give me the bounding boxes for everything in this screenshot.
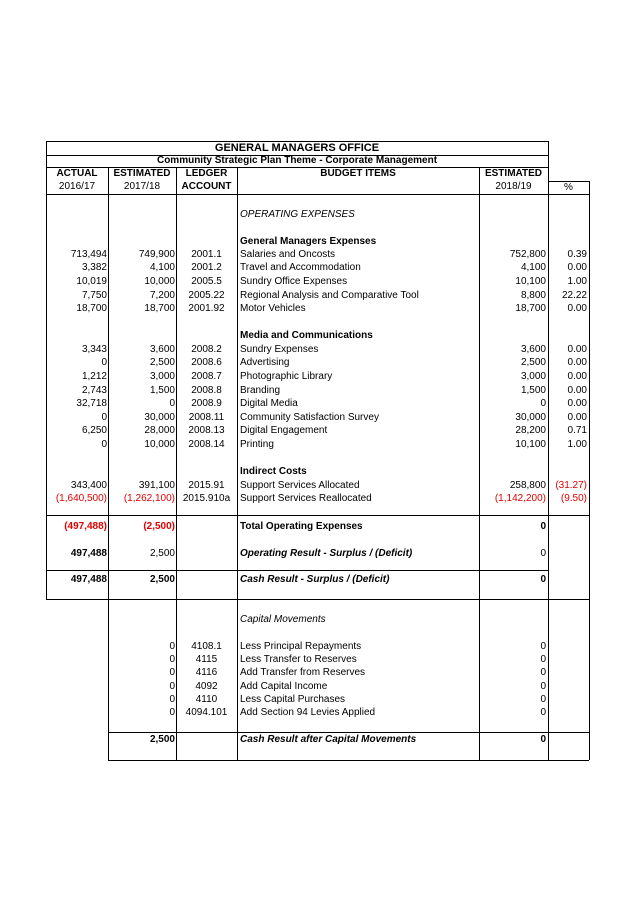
budget-item: Support Services Allocated xyxy=(240,480,360,491)
actual-value: 10,019 xyxy=(76,276,107,287)
actual-value: 32,718 xyxy=(76,398,107,409)
report-title: GENERAL MANAGERS OFFICE xyxy=(214,142,380,154)
actual-value: 0 xyxy=(101,439,107,450)
estimated-prev-value: 0 xyxy=(169,667,175,678)
estimated-prev-value: 0 xyxy=(169,694,175,705)
budget-item: Add Capital Income xyxy=(240,681,328,692)
estimated-value: 2,500 xyxy=(520,357,546,368)
ledger-account: 4115 xyxy=(195,654,218,665)
rule xyxy=(46,194,589,195)
budget-item: Motor Vehicles xyxy=(240,303,306,314)
cash-after-capital-prev: 2,500 xyxy=(149,734,175,745)
estimated-prev-value: 3,600 xyxy=(149,344,175,355)
cash-after-capital-label: Cash Result after Capital Movements xyxy=(240,734,417,745)
ledger-account: 2008.8 xyxy=(191,385,222,396)
ledger-account: 2005.22 xyxy=(188,290,225,301)
percent-change: 1.00 xyxy=(567,276,587,287)
operating-result-label: Operating Result - Surplus / (Deficit) xyxy=(240,548,413,559)
estimated-prev-value: 0 xyxy=(169,707,175,718)
group-media-and-communications: Media and Communications xyxy=(240,330,373,341)
estimated-value: 0 xyxy=(540,398,546,409)
ledger-account: 2008.9 xyxy=(191,398,222,409)
budget-item: Less Capital Purchases xyxy=(240,694,346,705)
actual-value: 18,700 xyxy=(76,303,107,314)
rule xyxy=(46,570,548,571)
header-budget-items: BUDGET ITEMS xyxy=(320,168,396,179)
estimated-prev-value: 10,000 xyxy=(144,276,175,287)
estimated-value: 752,800 xyxy=(509,249,546,260)
estimated-value: 0 xyxy=(540,654,546,665)
cash-result-estimated: 0 xyxy=(540,574,546,585)
estimated-prev-value: 0 xyxy=(169,398,175,409)
actual-value: 6,250 xyxy=(81,425,107,436)
total-estimated-prev-value: (2,500) xyxy=(143,521,175,532)
total-operating-expenses-label: Total Operating Expenses xyxy=(240,521,363,532)
estimated-prev-value: 1,500 xyxy=(149,385,175,396)
ledger-account: 2008.13 xyxy=(188,425,225,436)
budget-item: Sundry Expenses xyxy=(240,344,319,355)
actual-value: 1,212 xyxy=(81,371,107,382)
estimated-prev-value: 4,100 xyxy=(149,262,175,273)
actual-value: 713,494 xyxy=(70,249,107,260)
section-capital-movements: Capital Movements xyxy=(240,614,326,625)
actual-value: 0 xyxy=(101,357,107,368)
budget-item: Branding xyxy=(240,385,281,396)
budget-item: Advertising xyxy=(240,357,290,368)
rule xyxy=(108,760,589,761)
budget-item: Sundry Office Expenses xyxy=(240,276,348,287)
estimated-value: 0 xyxy=(540,707,546,718)
cash-after-capital-estimated: 0 xyxy=(540,734,546,745)
budget-item: Printing xyxy=(240,439,274,450)
estimated-value: 30,000 xyxy=(515,412,546,423)
ledger-account: 2008.7 xyxy=(191,371,222,382)
estimated-prev-value: 7,200 xyxy=(149,290,175,301)
estimated-prev-value: 30,000 xyxy=(144,412,175,423)
estimated-prev-value: 3,000 xyxy=(149,371,175,382)
budget-item: Less Principal Repayments xyxy=(240,641,362,652)
rule xyxy=(176,167,177,760)
budget-item: Less Transfer to Reserves xyxy=(240,654,357,665)
estimated-value: 258,800 xyxy=(509,480,546,491)
ledger-account: 2008.6 xyxy=(191,357,222,368)
rule xyxy=(237,167,238,760)
estimated-value: 28,200 xyxy=(515,425,546,436)
estimated-value: 8,800 xyxy=(520,290,546,301)
estimated-value: (1,142,200) xyxy=(494,493,546,504)
ledger-account: 2015.910a xyxy=(182,493,231,504)
ledger-account: 2008.2 xyxy=(191,344,222,355)
header-ledger: LEDGER xyxy=(185,168,228,179)
budget-item: Photographic Library xyxy=(240,371,333,382)
budget-item: Salaries and Oncosts xyxy=(240,249,336,260)
rule xyxy=(46,599,589,600)
estimated-value: 4,100 xyxy=(520,262,546,273)
rule xyxy=(589,181,590,760)
header-percent: % xyxy=(564,182,573,193)
cash-result-prev: 2,500 xyxy=(149,574,175,585)
budget-item: Travel and Accommodation xyxy=(240,262,361,273)
ledger-account: 2008.14 xyxy=(188,439,225,450)
estimated-prev-value: 749,900 xyxy=(138,249,175,260)
ledger-account: 2008.11 xyxy=(188,412,225,423)
group-general-managers-expenses: General Managers Expenses xyxy=(240,236,377,247)
estimated-value: 3,000 xyxy=(520,371,546,382)
operating-result-estimated: 0 xyxy=(540,548,546,559)
percent-change: 1.00 xyxy=(567,439,587,450)
rule xyxy=(108,732,589,733)
estimated-value: 0 xyxy=(540,641,546,652)
estimated-prev-value: 0 xyxy=(169,654,175,665)
operating-result-prev: 2,500 xyxy=(149,548,175,559)
budget-item: Digital Engagement xyxy=(240,425,328,436)
total-actual-value: (497,488) xyxy=(64,521,107,532)
estimated-prev-value: 391,100 xyxy=(138,480,175,491)
actual-value: 3,343 xyxy=(81,344,107,355)
estimated-value: 0 xyxy=(540,694,546,705)
budget-item: Add Transfer from Reserves xyxy=(240,667,366,678)
budget-item: Regional Analysis and Comparative Tool xyxy=(240,290,419,301)
total-estimated-value: 0 xyxy=(540,521,546,532)
budget-item: Community Satisfaction Survey xyxy=(240,412,379,423)
header-estimated: ESTIMATED xyxy=(484,168,543,179)
section-operating-expenses: OPERATING EXPENSES xyxy=(240,209,355,220)
estimated-prev-value: (1,262,100) xyxy=(123,493,175,504)
percent-change: 0.00 xyxy=(567,385,587,396)
actual-value: 2,743 xyxy=(81,385,107,396)
actual-value: (1,640,500) xyxy=(55,493,107,504)
header-estimated-year: 2018/19 xyxy=(495,181,532,192)
ledger-account: 4092 xyxy=(195,681,218,692)
actual-value: 3,382 xyxy=(81,262,107,273)
ledger-account: 2015.91 xyxy=(188,480,225,491)
estimated-value: 0 xyxy=(540,681,546,692)
percent-change: (9.50) xyxy=(560,493,587,504)
estimated-value: 10,100 xyxy=(515,439,546,450)
estimated-value: 0 xyxy=(540,667,546,678)
actual-value: 7,750 xyxy=(81,290,107,301)
percent-change: 0.00 xyxy=(567,357,587,368)
percent-change: 22.22 xyxy=(561,290,587,301)
ledger-account: 4116 xyxy=(195,667,218,678)
ledger-account: 2001.92 xyxy=(188,303,225,314)
header-actual-year: 2016/17 xyxy=(58,181,96,192)
estimated-value: 18,700 xyxy=(515,303,546,314)
percent-change: 0.39 xyxy=(567,249,587,260)
ledger-account: 2001.1 xyxy=(191,249,222,260)
report-theme: Community Strategic Plan Theme - Corporate Management xyxy=(156,155,438,166)
ledger-account: 4108.1 xyxy=(191,641,222,652)
estimated-value: 3,600 xyxy=(520,344,546,355)
budget-item: Support Services Reallocated xyxy=(240,493,372,504)
operating-result-actual: 497,488 xyxy=(70,548,107,559)
rule xyxy=(46,515,589,516)
group-indirect-costs: Indirect Costs xyxy=(240,466,307,477)
estimated-prev-value: 10,000 xyxy=(144,439,175,450)
percent-change: 0.71 xyxy=(567,425,587,436)
actual-value: 0 xyxy=(101,412,107,423)
estimated-value: 10,100 xyxy=(515,276,546,287)
percent-change: 0.00 xyxy=(567,303,587,314)
percent-change: (31.27) xyxy=(555,480,587,491)
percent-change: 0.00 xyxy=(567,371,587,382)
header-estimated-prev: ESTIMATED xyxy=(113,168,171,179)
ledger-account: 4094.101 xyxy=(185,707,228,718)
estimated-prev-value: 0 xyxy=(169,681,175,692)
percent-change: 0.00 xyxy=(567,262,587,273)
actual-value: 343,400 xyxy=(70,480,107,491)
estimated-prev-value: 2,500 xyxy=(149,357,175,368)
estimated-prev-value: 18,700 xyxy=(144,303,175,314)
estimated-prev-value: 0 xyxy=(169,641,175,652)
header-estimated-prev-year: 2017/18 xyxy=(123,181,161,192)
cash-result-actual: 497,488 xyxy=(70,574,107,585)
ledger-account: 2001.2 xyxy=(191,262,222,273)
cash-result-label: Cash Result - Surplus / (Deficit) xyxy=(240,574,390,585)
estimated-prev-value: 28,000 xyxy=(144,425,175,436)
header-ledger-account: ACCOUNT xyxy=(181,181,232,192)
budget-item: Digital Media xyxy=(240,398,298,409)
percent-change: 0.00 xyxy=(567,344,587,355)
estimated-value: 1,500 xyxy=(520,385,546,396)
percent-change: 0.00 xyxy=(567,398,587,409)
ledger-account: 4110 xyxy=(195,694,218,705)
header-actual: ACTUAL xyxy=(56,168,98,179)
rule xyxy=(548,141,549,760)
ledger-account: 2005.5 xyxy=(191,276,222,287)
budget-item: Add Section 94 Levies Applied xyxy=(240,707,376,718)
percent-change: 0.00 xyxy=(567,412,587,423)
